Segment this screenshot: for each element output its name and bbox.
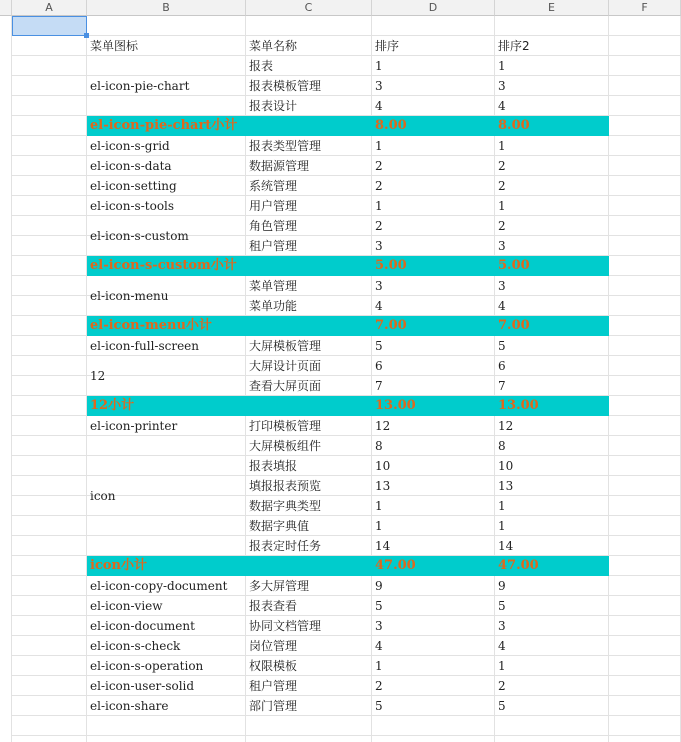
- cell-d[interactable]: 1: [375, 499, 383, 513]
- cell-d[interactable]: 1: [375, 139, 383, 153]
- cell-b[interactable]: el-icon-setting: [90, 179, 177, 193]
- cell-c[interactable]: 用户管理: [249, 199, 298, 213]
- subtotal-cell-b[interactable]: el-icon-menu小计: [90, 318, 212, 333]
- cell-c[interactable]: 租户管理: [249, 679, 298, 693]
- cell-d[interactable]: 1: [375, 519, 383, 533]
- merged-cell-12[interactable]: 12: [90, 369, 106, 383]
- cell-d[interactable]: 9: [375, 579, 383, 593]
- header-cell-sort2[interactable]: 排序2: [498, 39, 530, 53]
- cell-c[interactable]: 查看大屏页面: [249, 379, 322, 393]
- subtotal-cell-b[interactable]: el-icon-pie-chart小计: [90, 118, 238, 133]
- subtotal-cell-b[interactable]: el-icon-s-custom小计: [90, 258, 237, 273]
- cell-c[interactable]: 多大屏管理: [249, 579, 310, 593]
- subtotal-cell-e[interactable]: 7.00: [498, 318, 530, 333]
- column-header-c[interactable]: C: [246, 0, 372, 16]
- cell-b[interactable]: el-icon-share: [90, 699, 169, 713]
- cell-c[interactable]: 打印模板管理: [249, 419, 322, 433]
- cell-e[interactable]: 2: [498, 679, 506, 693]
- selected-cell-a1[interactable]: [12, 16, 87, 36]
- subtotal-cell-e[interactable]: 5.00: [498, 258, 530, 273]
- cell-e[interactable]: 1: [498, 499, 506, 513]
- cell-b[interactable]: el-icon-s-grid: [90, 139, 170, 153]
- subtotal-cell-b[interactable]: icon小计: [90, 558, 147, 573]
- cell-c[interactable]: 报表填报: [249, 459, 298, 473]
- cell-e[interactable]: 4: [498, 299, 506, 313]
- cell-c[interactable]: 协同文档管理: [249, 619, 322, 633]
- cell-e[interactable]: 6: [498, 359, 506, 373]
- cell-d[interactable]: 10: [375, 459, 391, 473]
- cell-c[interactable]: 岗位管理: [249, 639, 298, 653]
- cell-e[interactable]: 4: [498, 639, 506, 653]
- cell-d[interactable]: 1: [375, 59, 383, 73]
- cell-d[interactable]: 2: [375, 179, 383, 193]
- cell-c[interactable]: 报表模板管理: [249, 79, 322, 93]
- select-all-corner[interactable]: [0, 0, 12, 16]
- cell-e[interactable]: 4: [498, 99, 506, 113]
- subtotal-cell-d[interactable]: 8.00: [375, 118, 407, 133]
- cell-e[interactable]: 2: [498, 219, 506, 233]
- cell-c[interactable]: 角色管理: [249, 219, 298, 233]
- cell-d[interactable]: 3: [375, 619, 383, 633]
- cell-c[interactable]: 租户管理: [249, 239, 298, 253]
- cell-c[interactable]: 菜单功能: [249, 299, 298, 313]
- cell-e[interactable]: 10: [498, 459, 514, 473]
- subtotal-cell-d[interactable]: 13.00: [375, 398, 416, 413]
- merged-cell-s-custom[interactable]: el-icon-s-custom: [90, 229, 189, 243]
- cell-d[interactable]: 4: [375, 639, 383, 653]
- merged-cell-icon[interactable]: icon: [90, 489, 116, 503]
- cell-e[interactable]: 1: [498, 199, 506, 213]
- cell-e[interactable]: 1: [498, 139, 506, 153]
- cell-d[interactable]: 8: [375, 439, 383, 453]
- cell-b[interactable]: el-icon-full-screen: [90, 339, 200, 353]
- cell-c[interactable]: 数据字典类型: [249, 499, 322, 513]
- subtotal-cell-d[interactable]: 47.00: [375, 558, 416, 573]
- header-cell-menu-name[interactable]: 菜单名称: [249, 39, 298, 53]
- cell-c[interactable]: 报表查看: [249, 599, 298, 613]
- cell-e[interactable]: 12: [498, 419, 514, 433]
- cell-e[interactable]: 1: [498, 659, 506, 673]
- subtotal-cell-b[interactable]: 12小计: [90, 398, 135, 413]
- cell-e[interactable]: 3: [498, 79, 506, 93]
- subtotal-cell-e[interactable]: 13.00: [498, 398, 539, 413]
- grid-row-line: [12, 735, 681, 736]
- cell-b[interactable]: el-icon-s-tools: [90, 199, 175, 213]
- cell-c[interactable]: 部门管理: [249, 699, 298, 713]
- cell-b[interactable]: el-icon-view: [90, 599, 163, 613]
- cell-c[interactable]: 报表设计: [249, 99, 298, 113]
- cell-e[interactable]: 13: [498, 479, 514, 493]
- cell-d[interactable]: 1: [375, 659, 383, 673]
- column-header-a[interactable]: A: [12, 0, 87, 16]
- cell-d[interactable]: 13: [375, 479, 391, 493]
- cell-e[interactable]: 2: [498, 159, 506, 173]
- cell-b[interactable]: el-icon-printer: [90, 419, 178, 433]
- cell-e[interactable]: 14: [498, 539, 514, 553]
- cell-e[interactable]: 1: [498, 59, 506, 73]
- subtotal-cell-d[interactable]: 5.00: [375, 258, 407, 273]
- cell-d[interactable]: 2: [375, 679, 383, 693]
- cell-e[interactable]: 5: [498, 339, 506, 353]
- cell-d[interactable]: 3: [375, 79, 383, 93]
- cell-d[interactable]: 6: [375, 359, 383, 373]
- column-header-e[interactable]: E: [495, 0, 609, 16]
- cell-d[interactable]: 4: [375, 99, 383, 113]
- cell-e[interactable]: 7: [498, 379, 506, 393]
- cell-b[interactable]: el-icon-copy-document: [90, 579, 228, 593]
- cell-d[interactable]: 7: [375, 379, 383, 393]
- cell-c[interactable]: 大屏模板管理: [249, 339, 322, 353]
- cell-c[interactable]: 报表定时任务: [249, 539, 322, 553]
- cell-d[interactable]: 3: [375, 279, 383, 293]
- cell-e[interactable]: 1: [498, 519, 506, 533]
- column-header-d[interactable]: D: [372, 0, 495, 16]
- subtotal-cell-d[interactable]: 7.00: [375, 318, 407, 333]
- cell-d[interactable]: 5: [375, 599, 383, 613]
- cell-c[interactable]: 大屏设计页面: [249, 359, 322, 373]
- cell-c[interactable]: 系统管理: [249, 179, 298, 193]
- cell-d[interactable]: 2: [375, 159, 383, 173]
- cell-e[interactable]: 3: [498, 239, 506, 253]
- cell-c[interactable]: 数据字典值: [249, 519, 310, 533]
- cell-d[interactable]: 5: [375, 699, 383, 713]
- merged-cell-pie-chart[interactable]: el-icon-pie-chart: [90, 79, 190, 93]
- header-cell-sort[interactable]: 排序: [375, 39, 400, 53]
- cell-b[interactable]: el-icon-user-solid: [90, 679, 195, 693]
- column-header-f[interactable]: F: [609, 0, 681, 16]
- cell-d[interactable]: 12: [375, 419, 391, 433]
- cell-e[interactable]: 3: [498, 619, 506, 633]
- cell-c[interactable]: 大屏模板组件: [249, 439, 322, 453]
- cell-d[interactable]: 3: [375, 239, 383, 253]
- cell-c[interactable]: 填报报表预览: [249, 479, 322, 493]
- cell-c[interactable]: 报表类型管理: [249, 139, 322, 153]
- cell-c[interactable]: 报表: [249, 59, 274, 73]
- cell-d[interactable]: 2: [375, 219, 383, 233]
- cell-e[interactable]: 5: [498, 599, 506, 613]
- cell-d[interactable]: 14: [375, 539, 391, 553]
- cell-b[interactable]: el-icon-s-operation: [90, 659, 204, 673]
- cell-b[interactable]: el-icon-s-check: [90, 639, 181, 653]
- header-cell-menu-icon[interactable]: 菜单图标: [90, 39, 139, 53]
- cell-c[interactable]: 权限模板: [249, 659, 298, 673]
- merged-cell-menu[interactable]: el-icon-menu: [90, 289, 169, 303]
- subtotal-cell-e[interactable]: 47.00: [498, 558, 539, 573]
- cell-d[interactable]: 1: [375, 199, 383, 213]
- cell-e[interactable]: 5: [498, 699, 506, 713]
- column-header-b[interactable]: B: [87, 0, 246, 16]
- grid-column-line: [11, 16, 12, 742]
- cell-d[interactable]: 4: [375, 299, 383, 313]
- cell-e[interactable]: 2: [498, 179, 506, 193]
- cell-e[interactable]: 9: [498, 579, 506, 593]
- cell-e[interactable]: 3: [498, 279, 506, 293]
- cell-d[interactable]: 5: [375, 339, 383, 353]
- cell-e[interactable]: 8: [498, 439, 506, 453]
- subtotal-cell-e[interactable]: 8.00: [498, 118, 530, 133]
- cell-c[interactable]: 数据源管理: [249, 159, 310, 173]
- cell-b[interactable]: el-icon-document: [90, 619, 195, 633]
- cell-b[interactable]: el-icon-s-data: [90, 159, 172, 173]
- cell-c[interactable]: 菜单管理: [249, 279, 298, 293]
